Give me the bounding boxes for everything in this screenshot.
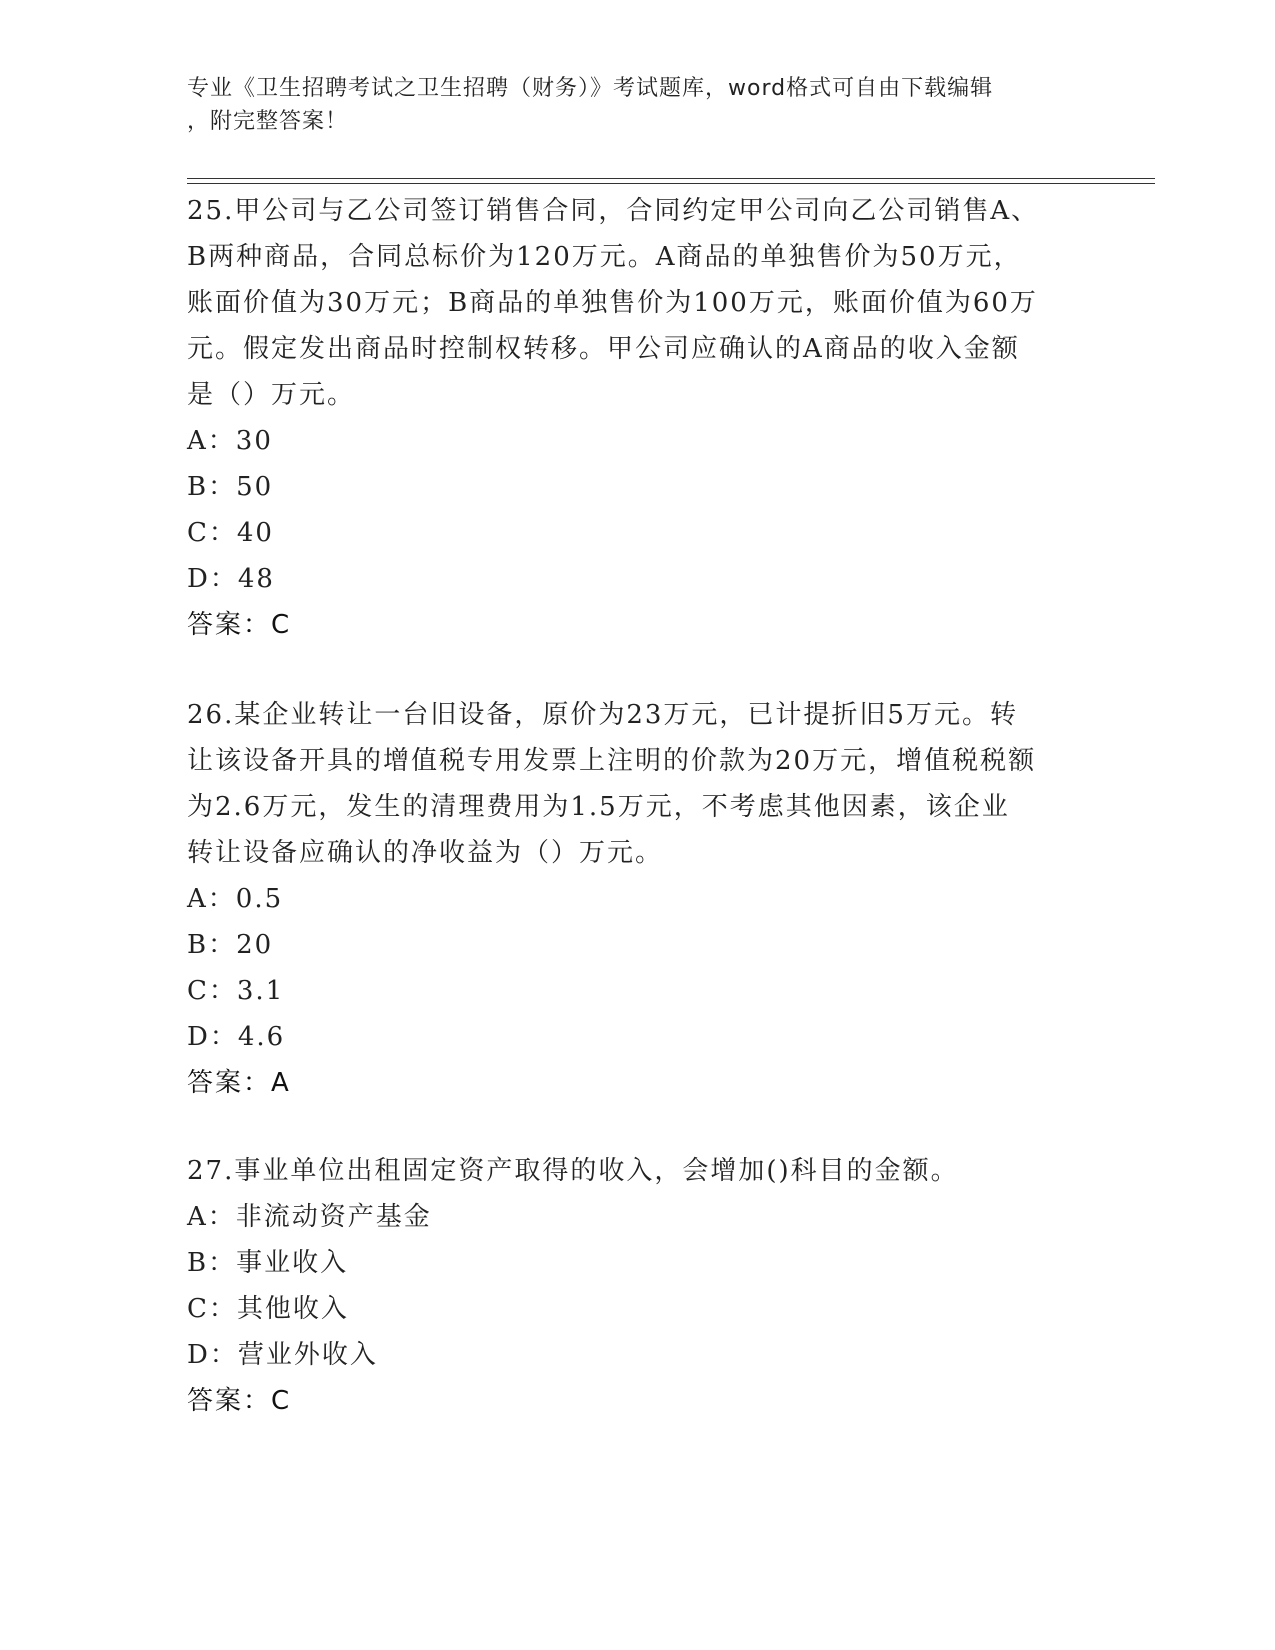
question-27 [187, 1148, 1087, 1424]
stem-line: 是（）万元。 [187, 380, 356, 410]
stem-line: 账面价值为30万元；B商品的单独售价为100万元，账面价值为60万 [187, 288, 1038, 318]
stem-line: 27.事业单位出租固定资产取得的收入，会增加()科目的金额。 [187, 1156, 959, 1186]
question-stem [187, 692, 1087, 876]
stem-line: 转让设备应确认的净收益为（）万元。 [187, 838, 664, 868]
option-d: D：营业外收入 [187, 1340, 378, 1370]
option-c: C：其他收入 [187, 1294, 349, 1324]
answer-label: 答案：C [187, 610, 292, 640]
stem-line: B两种商品，合同总标价为120万元。A商品的单独售价为50万元， [187, 242, 1022, 272]
option-a: A：非流动资产基金 [187, 1202, 432, 1232]
header-line-1: 专业《卫生招聘考试之卫生招聘（财务）》考试题库，word格式可自由下载编辑 [187, 76, 994, 101]
question-stem [187, 188, 1087, 418]
document-header [187, 72, 1067, 138]
option-a: A：0.5 [187, 884, 284, 914]
option-d: D：4.6 [187, 1022, 286, 1052]
header-divider-top [187, 178, 1155, 179]
stem-line: 为2.6万元，发生的清理费用为1.5万元，不考虑其他因素，该企业 [187, 792, 1010, 822]
header-divider-bottom [187, 183, 1155, 184]
stem-line: 元。假定发出商品时控制权转移。甲公司应确认的A商品的收入金额 [187, 334, 1020, 364]
option-a: A：30 [187, 426, 273, 456]
option-d: D：48 [187, 564, 275, 594]
stem-line: 让该设备开具的增值税专用发票上注明的价款为20万元，增值税税额 [187, 746, 1037, 776]
answer-label: 答案：A [187, 1068, 291, 1098]
option-b: B：事业收入 [187, 1248, 349, 1278]
question-26 [187, 692, 1087, 1106]
question-stem [187, 1148, 1087, 1194]
question-25 [187, 188, 1087, 648]
stem-line: 26.某企业转让一台旧设备，原价为23万元，已计提折旧5万元。转 [187, 700, 1018, 730]
answer-label: 答案：C [187, 1386, 292, 1416]
option-b: B：50 [187, 472, 274, 502]
option-b: B：20 [187, 930, 274, 960]
header-line-2: ，附完整答案！ [187, 109, 349, 134]
option-c: C：40 [187, 518, 274, 548]
option-c: C：3.1 [187, 976, 285, 1006]
stem-line: 25.甲公司与乙公司签订销售合同，合同约定甲公司向乙公司销售A、 [187, 196, 1040, 226]
